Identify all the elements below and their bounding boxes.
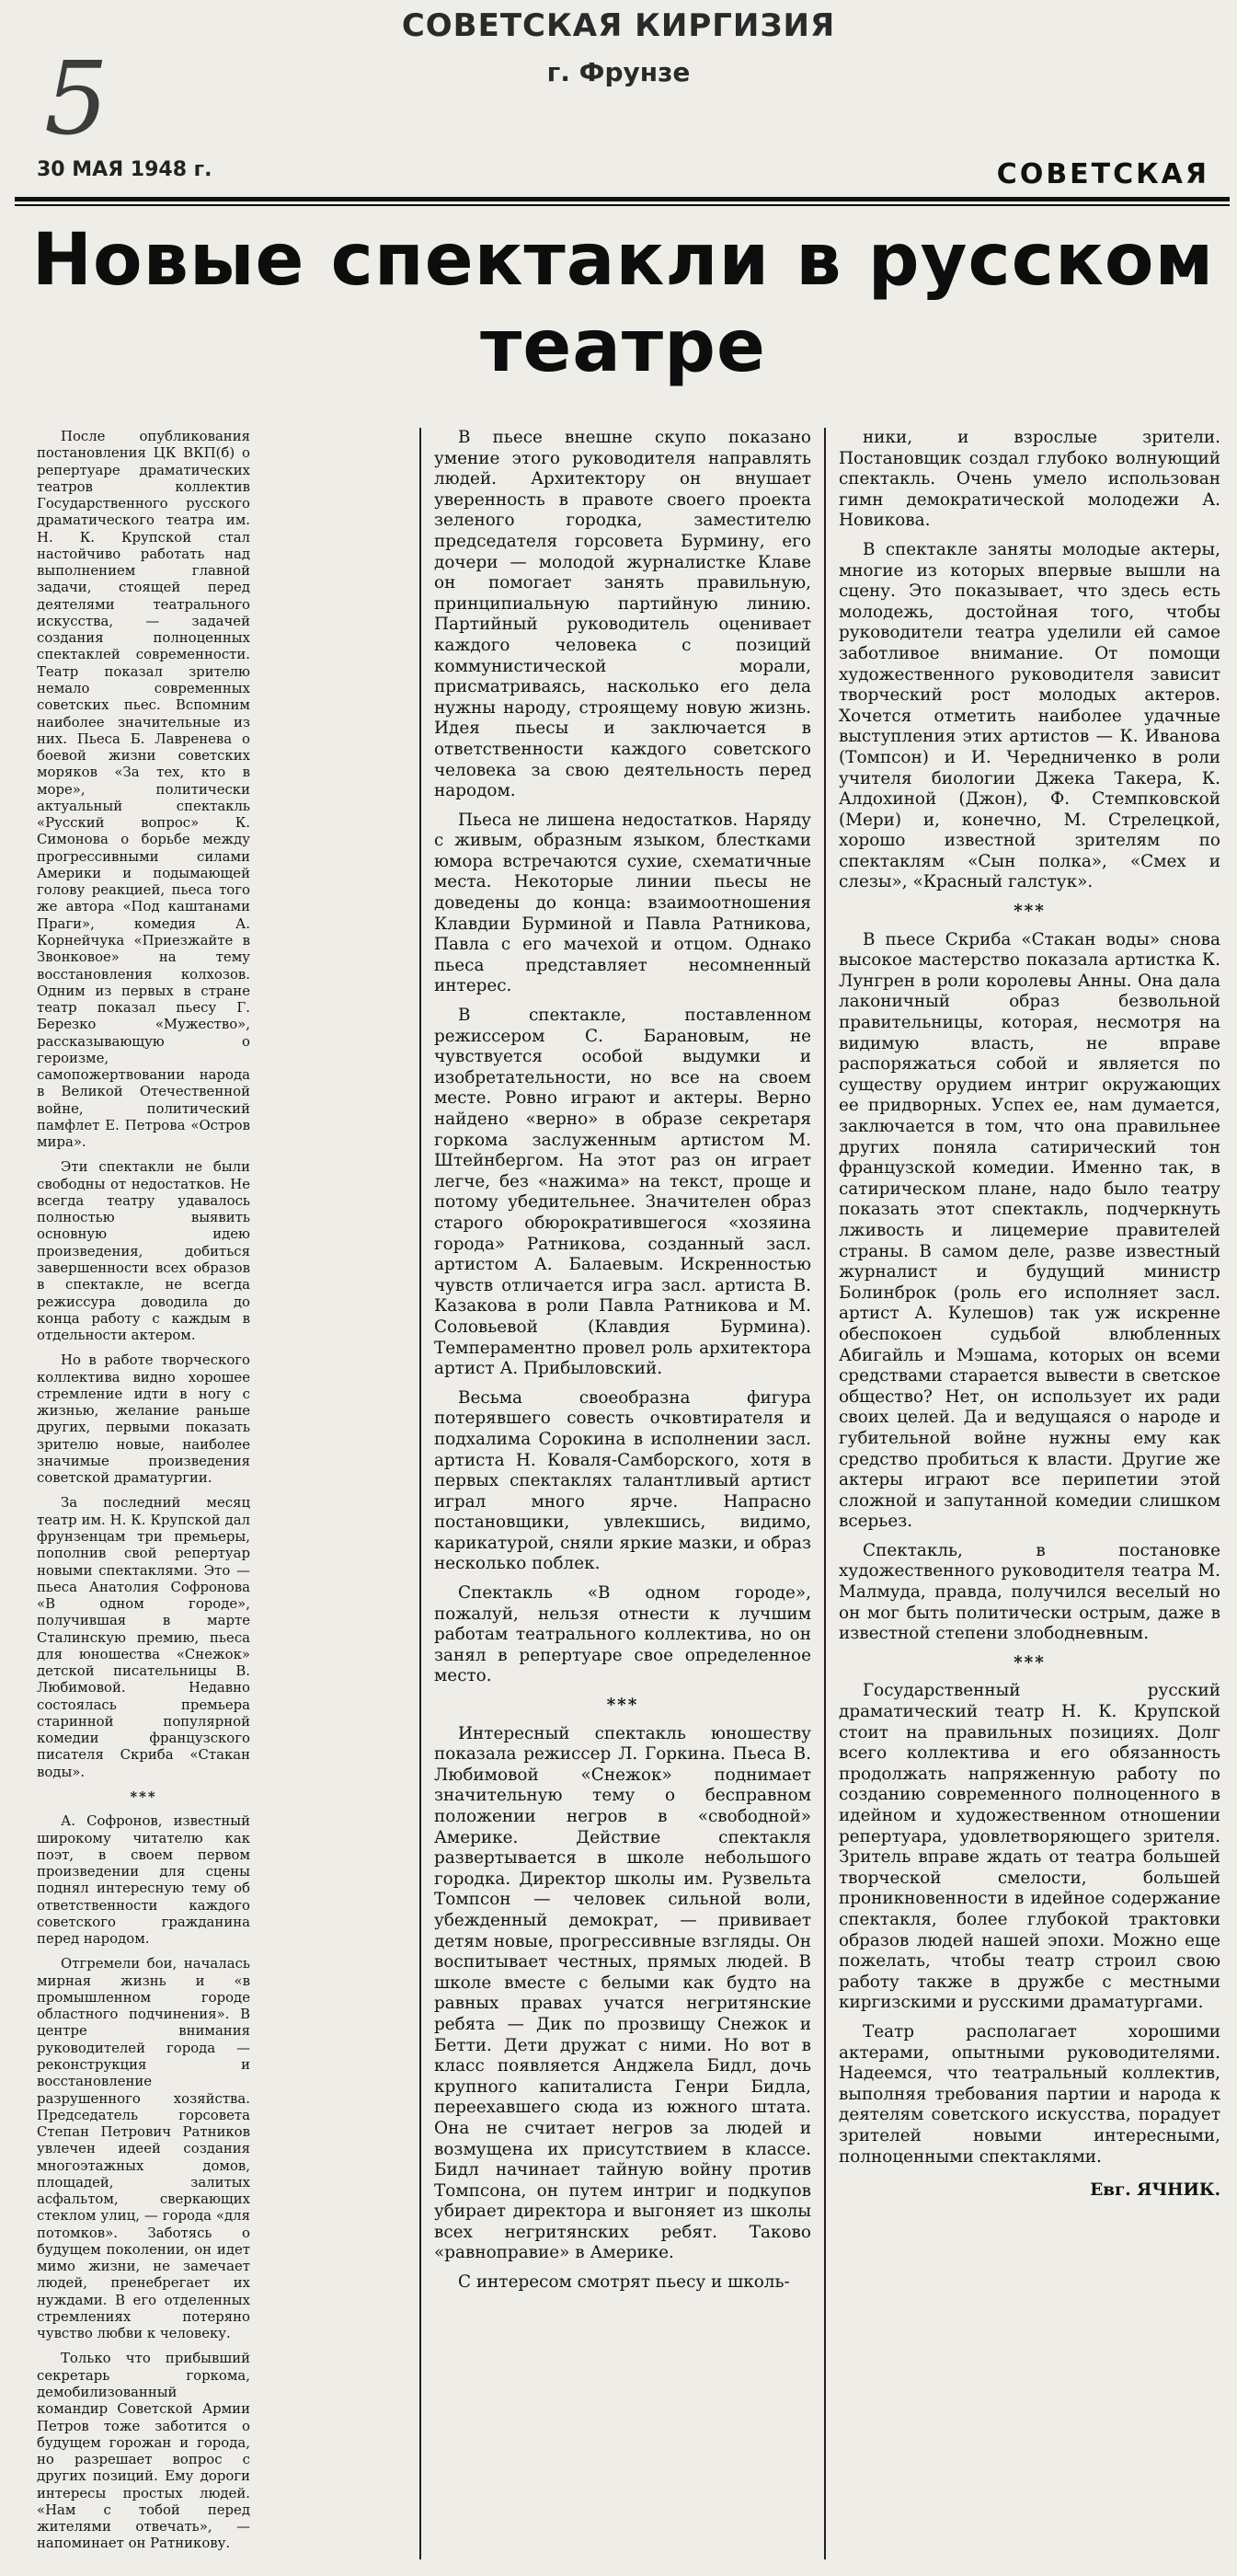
paragraph: ники, и взрослые зрители. Постановщик создал глубоко волнующий спектакль. Очень умело использован гимн демократической молодежи А. Новикова. bbox=[839, 428, 1220, 531]
issue-date: 30 МАЯ 1948 г. bbox=[37, 158, 212, 181]
header-rule-thick bbox=[15, 197, 1230, 201]
source-city: г. Фрунзе bbox=[546, 57, 691, 87]
paragraph: В пьесе внешне скупо показано умение этого руководителя направлять людей. Архитектору он внушает уверенность в правоте своего проекта зеленого городка, заместителю председателя горсовета Бурмину, его дочери — молодой журналистке Клаве он помогает занять правильную, принципиальную партийную линию. Партийный руководитель оценивает каждого человека с позиций коммунистической морали, присматриваясь, насколько его дела нужны народу, строящему новую жизнь. Идея пьесы и заключается в ответственности каждого советского человека за свою деятельность перед народом. bbox=[434, 428, 811, 801]
section-separator: *** bbox=[130, 1788, 157, 1805]
column-divider bbox=[824, 428, 826, 2559]
paragraph: После опубликования постановления ЦК ВКП(б) о репертуаре драматических театров коллектив Государственного русского драматического театра им. Н. К. Крупской стал настойчиво работать над выполнением главной задачи, стоящей перед деятелями театрального искусства, — задачей создания полноценных спектаклей современности. Театр показал зрителю немало современных советских пьес. Вспомним наиболее значительные из них. Пьеса Б. Лавренева о боевой жизни советских моряков «За тех, кто в море», политически актуальный спектакль «Русский вопрос» К. Симонова о борьбе между прогрессивными силами Америки и подымающей голову реакцией, пьеса того же автора «Под каштанами Праги», комедия А. Корнейчука «Приезжайте в Звонковое» на тему восстановления колхозов. Одним из первых в стране театр показал пьесу Г. Березко «Мужество», рассказывающую о героизме, самопожертвовании народа в Великой Отечественной войне, политический памфлет Е. Петрова «Остров мира». bbox=[37, 428, 250, 1151]
paragraph: Но в работе творческого коллектива видно хорошее стремление идти в ногу с жизнью, желание раньше других, первыми показать зрителю новые, наиболее значимые произведения советской драматургии. bbox=[37, 1351, 250, 1487]
paragraph: За последний месяц театр им. Н. К. Крупской дал фрунзенцам три премьеры, пополнив свой репертуар новыми спектаклями. Это — пьеса Анатолия Софронова «В одном городе», получившая в марте Сталинскую премию, пьеса для юношества «Снежок» детской писательницы В. Любимовой. Недавно состоялась премьера старинной популярной комедии французского писателя Скриба «Стакан воды». bbox=[37, 1494, 250, 1780]
section-separator: *** bbox=[1014, 1652, 1046, 1673]
clipping-header bbox=[0, 0, 1237, 193]
header-rule-thin bbox=[15, 204, 1230, 206]
section-separator: *** bbox=[1014, 902, 1046, 922]
paragraph: Весьма своеобразна фигура потерявшего совесть очковтирателя и подхалима Сорокина в исполнении засл. артиста Н. Коваля-Самборского, хотя в первых спектаклях талантливый артист играл много ярче. Напрасно постановщики, увлекшись, видимо, карикатурой, сняли яркие мазки, и образ несколько поблек. bbox=[434, 1387, 811, 1574]
source-newspaper-stamp: СОВЕТСКАЯ КИРГИЗИЯ bbox=[401, 7, 836, 44]
author-signature: Евг. ЯЧНИК. bbox=[1090, 2180, 1220, 2201]
article-column-3 bbox=[839, 428, 1220, 2210]
paragraph: Государственный русский драматический театр Н. К. Крупской стоит на правильных позициях. Долг всего коллектива и его обязанность продолжать напряженную работу по созданию современного полноценного в идейном и художественном отношении репертуара, удовлетворяющего зрителя. Зритель вправе ждать от театра большей творческой смелости, большей проникновенности в идейное содержание спектакля, более глубокой трактовки образов людей нашей эпохи. Можно еще пожелать, чтобы театр строил свою работу также в дружбе с местными киргизскими и русскими драматургами. bbox=[839, 1681, 1220, 2013]
paragraph: А. Софронов, известный широкому читателю как поэт, в своем первом произведении для сцены поднял интересную тему об ответственности каждого советского гражданина перед народом. bbox=[37, 1812, 250, 1948]
article-column-1 bbox=[37, 428, 250, 2560]
paragraph: Только что прибывший секретарь горкома, демобилизованный командир Советской Армии Петров тоже заботится о будущем горожан и города, но разрешает вопрос с других позиций. Ему дороги интересы простых людей. «Нам с тобой перед жителями отвечать», — напоминает он Ратникову. bbox=[37, 2350, 250, 2552]
handwritten-page-number: 5 bbox=[44, 40, 109, 157]
paragraph: В пьесе Скриба «Стакан воды» снова высокое мастерство показала артистка К. Лунгрен в роли королевы Анны. Она дала лаконичный образ безвольной правительницы, которая, несмотря на видимую власть, не вправе распоряжаться собой и является по существу орудием интриг окружающих ее придворных. Успех ее, нам думается, заключается в том, что она правильнее других поняла сатирический тон французской комедии. Именно так, в сатирическом плане, надо было театру показать этот спектакль, подчеркнуть лживость и лицемерие правителей страны. В самом деле, разве известный журналист и будущий министр Болинброк (роль его исполняет засл. артист А. Кулешов) так уж искренне обеспокоен судьбой влюбленных Абигайль и Мэшама, которых он всеми средствами старается вывести в светское общество? Нет, он использует их ради своих целей. Да и ведущаяся о народе и губительной войне нужны ему как средство пробиться к власти. Другие же актеры играют все перипетии этой сложной и запутанной комедии слишком всерьез. bbox=[839, 929, 1220, 1532]
paragraph: С интересом смотрят пьесу и школь- bbox=[458, 2272, 790, 2293]
column-divider bbox=[419, 428, 421, 2559]
paragraph: Эти спектакли не были свободны от недостатков. Не всегда театру удавалось полностью выявить основную идею произведения, добиться завершенности всех образов в спектакле, не всегда режиссура доводила до конца работу с каждым в отдельности актером. bbox=[37, 1158, 250, 1344]
section-separator: *** bbox=[606, 1696, 639, 1716]
paragraph: В спектакле, поставленном режиссером С. Барановым, не чувствуется особой выдумки и изобретательности, но все на своем месте. Ровно играют и актеры. Верно найдено «верно» в образе секретаря горкома заслуженным артистом М. Штейнбергом. На этот раз он играет легче, без «нажима» на текст, проще и потому убедительнее. Значителен образ старого обюрократившегося «хозяина города» Ратникова, созданный засл. артистом А. Балаевым. Искренностью чувств отличается игра засл. артиста В. Казакова в роли Павла Ратникова и М. Соловьевой (Клавдия Бурмина). Темпераментно провел роль архитектора артист А. Прибыловский. bbox=[434, 1006, 811, 1379]
paper-name: СОВЕТСКАЯ bbox=[996, 158, 1209, 190]
paragraph: Театр располагает хорошими актерами, опытными руководителями. Надеемся, что театральный коллектив, выполняя требования партии и народа к деятелям советского искусства, порадует зрителей новыми интересными, полноценными спектаклями. bbox=[839, 2021, 1220, 2167]
article-headline: Новые спектакли в русском театре bbox=[31, 219, 1215, 388]
paragraph: Пьеса не лишена недостатков. Наряду с живым, образным языком, блестками юмора встречаются сухие, схематичные места. Некоторые линии пьесы не доведены до конца: взаимоотношения Клавдии Бурминой и Павла Ратникова, Павла с его мачехой и отцом. Однако пьеса представляет несомненный интерес. bbox=[434, 810, 811, 996]
article-column-2 bbox=[434, 428, 811, 2302]
paragraph: Спектакль, в постановке художественного руководителя театра М. Малмуда, правда, получился веселый но он мог быть политически острым, даже в известной степени злободневным. bbox=[839, 1540, 1220, 1644]
paragraph: Спектакль «В одном городе», пожалуй, нельзя отнести к лучшим работам театрального коллектива, но он занял в репертуаре свое определенное место. bbox=[434, 1583, 811, 1686]
paragraph: Интересный спектакль юношеству показала режиссер Л. Горкина. Пьеса В. Любимовой «Снежок» поднимает значительную тему о бесправном положении негров в «свободной» Америке. Действие спектакля развертывается в школе небольшого городка. Директор школы им. Рузвельта Томпсон — человек сильной воли, убежденный демократ, — прививает детям новые, прогрессивные взгляды. Он воспитывает честных, прямых людей. В школе вместе с белыми как будто на равных правах учатся негритянские ребята — Дик по прозвищу Снежок и Бетти. Дети дружат с ними. Но вот в класс появляется Анджела Бидл, дочь крупного капиталиста Генри Бидла, переехавшего сюда из южного штата. Она не считает негров за людей и возмущена их присутствием в классе. Бидл начинает тайную войну против Томпсона, он путем интриг и подкупов убирает директора и выгоняет из школы всех негритянских ребят. Таково «равноправие» в Америке. bbox=[434, 1723, 811, 2263]
paragraph: В спектакле заняты молодые актеры, многие из которых впервые вышли на сцену. Это показывает, что здесь есть молодежь, достойная того, чтобы руководители театра уделили ей самое заботливое внимание. От помощи художественного руководителя зависит творческий рост молодых актеров. Хочется отметить наиболее удачные выступления этих артистов — К. Иванова (Томпсон) и И. Чередниченко в роли учителя биологии Джека Такера, К. Алдохиной (Джон), Ф. Стемпковской (Мери) и, конечно, М. Стрелецкой, хорошо известной зрителям по спектаклям «Сын полка», «Смех и слезы», «Красный галстук». bbox=[839, 539, 1220, 892]
paragraph: Отгремели бои, началась мирная жизнь и «в промышленном городе областного подчинения». В центре внимания руководителей города — реконструкция и восстановление разрушенного хозяйства. Председатель горсовета Степан Петрович Ратников увлечен идеей создания многоэтажных домов, площадей, залитых асфальтом, сверкающих стеклом улиц, — города «для потомков». Заботясь о будущем поколении, он идет мимо жизни, не замечает людей, пренебрегает их нуждами. В его отделенных стремлениях потеряно чувство любви к человеку. bbox=[37, 1955, 250, 2342]
